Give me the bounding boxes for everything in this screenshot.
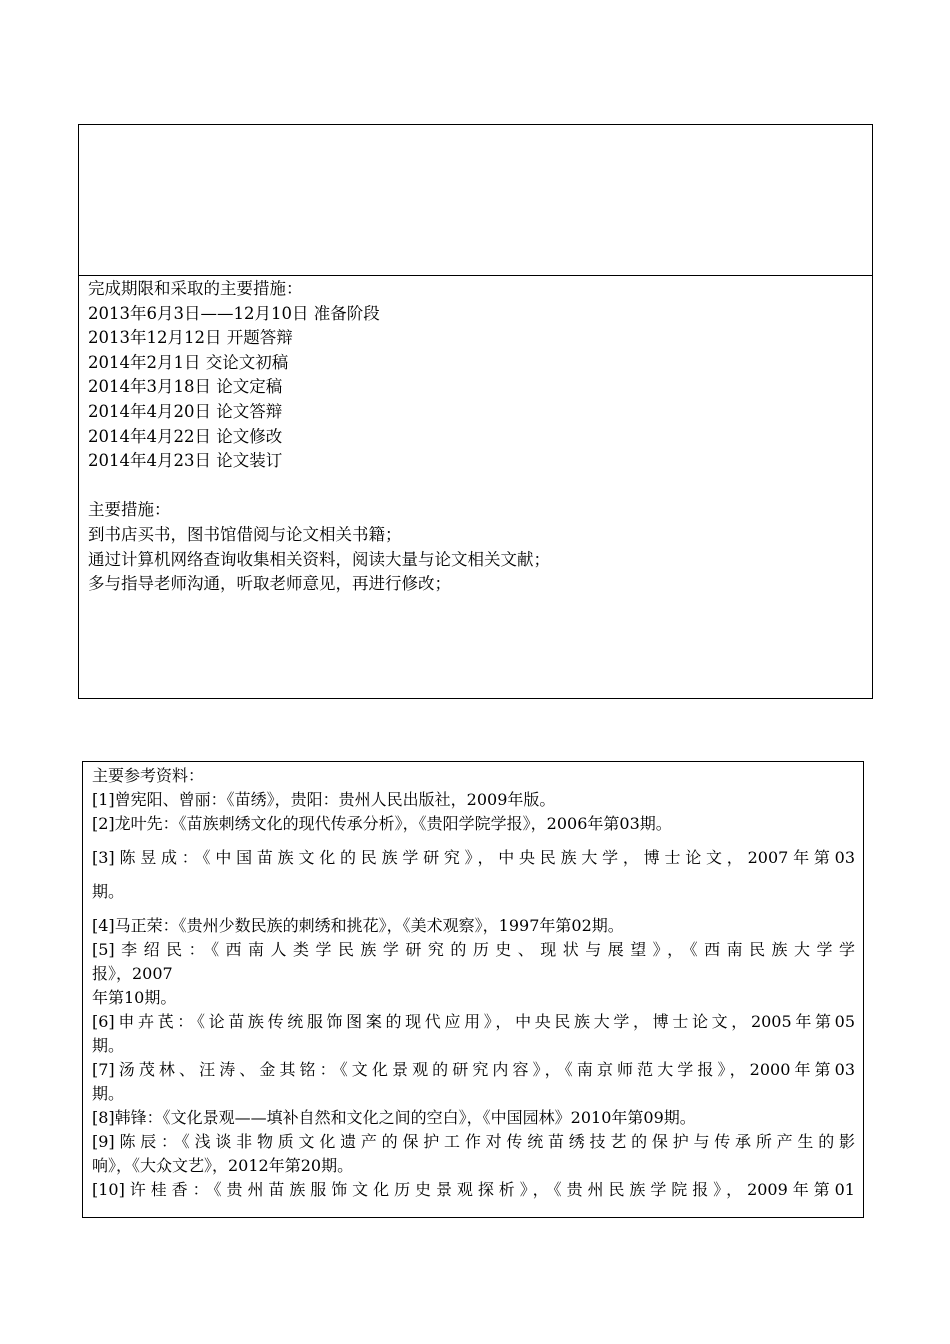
schedule-item: 2014年4月22日 论文修改 (88, 426, 283, 446)
reference-item: [6]申卉芪：《论苗族传统服饰图案的现代应用》，中央民族大学，博士论文，2005年第05 (92, 1012, 855, 1031)
reference-item: [7]汤茂林、汪涛、金其铭：《文化景观的研究内容》，《南京师范大学报》，2000年第03 (92, 1060, 855, 1079)
reference-item: [2]龙叶先：《苗族刺绣文化的现代传承分析》，《贵阳学院学报》，2006年第03期。 (92, 814, 672, 833)
measure-item: 通过计算机网络查询收集相关资料，阅读大量与论文相关文献； (88, 549, 550, 569)
schedule-table (78, 124, 873, 699)
empty-table-cell (79, 125, 872, 276)
blank-line (88, 474, 863, 499)
reference-item-continuation: 期。 (92, 882, 125, 901)
reference-item-continuation: 期。 (92, 1084, 125, 1103)
reference-item: [5]李绍民：《西南人类学民族学研究的历史、现状与展望》，《西南民族大学学 (92, 940, 855, 959)
schedule-cell (79, 275, 872, 698)
schedule-item: 2014年4月20日 论文答辩 (88, 401, 283, 421)
references-cell (83, 762, 863, 1217)
reference-item-continuation: 年第10期。 (92, 988, 177, 1007)
paragraph-gap (92, 836, 855, 846)
reference-item: [8]韩锋：《文化景观——填补自然和文化之间的空白》，《中国园林》2010年第09期。 (92, 1108, 696, 1127)
reference-item-continuation: 响》，《大众文艺》，2012年第20期。 (92, 1156, 354, 1175)
schedule-heading: 完成期限和采取的主要措施： (88, 279, 303, 298)
paragraph-gap (92, 870, 855, 880)
schedule-item: 2014年4月23日 论文装订 (88, 451, 283, 471)
schedule-item: 2013年12月12日 开题答辩 (88, 328, 293, 348)
references-table (82, 761, 864, 1218)
schedule-item: 2013年6月3日——12月10日 准备阶段 (88, 303, 380, 323)
measure-item: 到书店买书，图书馆借阅与论文相关书籍； (88, 524, 402, 544)
reference-item: [4]马正荣：《贵州少数民族的刺绣和挑花》，《美术观察》，1997年第02期。 (92, 916, 624, 935)
reference-item-continuation: 报》，2007 (92, 964, 173, 983)
schedule-item: 2014年3月18日 论文定稿 (88, 377, 283, 397)
reference-item: [10]许桂香：《贵州苗族服饰文化历史景观探析》，《贵州民族学院报》，2009年第01 (92, 1180, 855, 1199)
references-heading: 主要参考资料： (92, 766, 205, 785)
measure-item: 多与指导老师沟通，听取老师意见，再进行修改； (88, 574, 451, 594)
paragraph-gap (92, 904, 855, 914)
schedule-item: 2014年2月1日 交论文初稿 (88, 352, 289, 372)
measures-heading: 主要措施： (88, 500, 171, 520)
reference-item: [3]陈昱成：《中国苗族文化的民族学研究》，中央民族大学，博士论文，2007年第03 (92, 848, 855, 867)
reference-item: [1]曾宪阳、曾丽：《苗绣》，贵阳：贵州人民出版社，2009年版。 (92, 790, 556, 809)
reference-item: [9]陈辰：《浅谈非物质文化遗产的保护工作对传统苗绣技艺的保护与传承所产生的影 (92, 1132, 855, 1151)
reference-item-continuation: 期。 (92, 1036, 125, 1055)
